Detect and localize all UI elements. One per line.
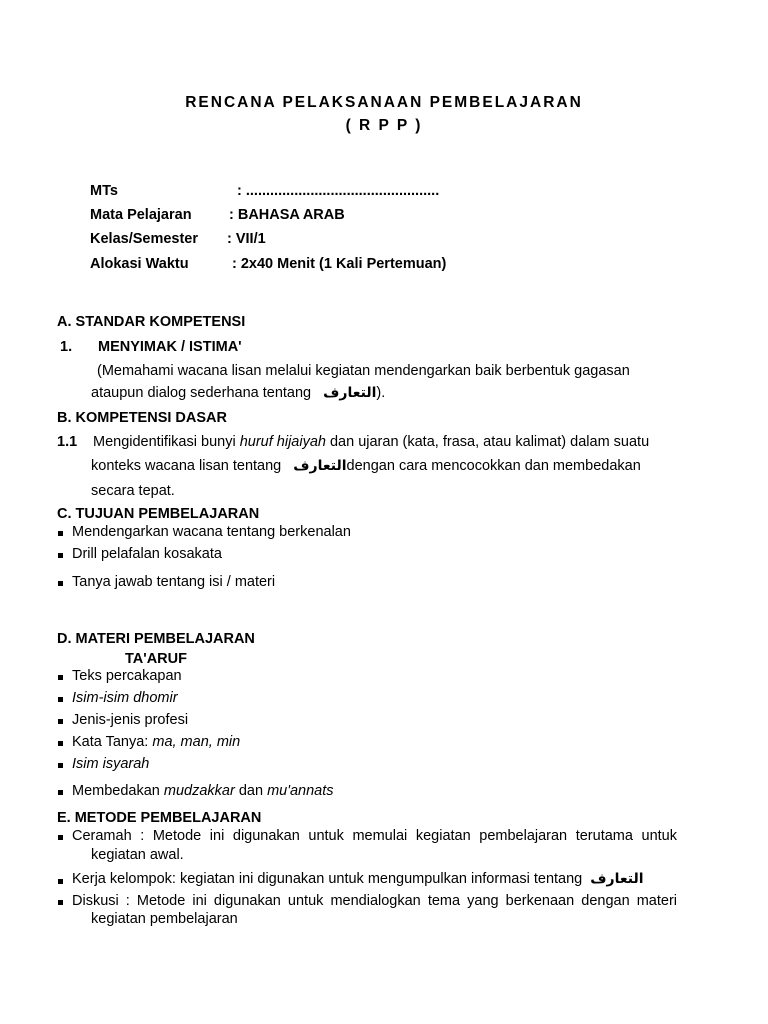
- section-a-item-title: MENYIMAK / ISTIMA': [98, 339, 242, 355]
- identity-value-class: : VII/1: [227, 231, 266, 247]
- section-d-item: Teks percakapan: [72, 668, 182, 684]
- section-d-item: Jenis-jenis profesi: [72, 712, 189, 728]
- identity-label-mts: MTs: [90, 183, 118, 199]
- section-c-item: Mendengarkan wacana tentang berkenalan: [72, 524, 351, 540]
- section-e-heading: E. METODE PEMBELAJARAN: [57, 810, 262, 826]
- section-c-heading: C. TUJUAN PEMBELAJARAN: [57, 506, 260, 522]
- bullet: [58, 900, 63, 905]
- bullet: [58, 581, 63, 586]
- section-a-desc-line2: ataupun dialog sederhana tentang التعارف).: [91, 385, 386, 401]
- section-e-item-ceramah-cont: kegiatan awal.: [91, 847, 184, 863]
- bullet: [58, 763, 63, 768]
- section-a-item-number: 1.: [60, 339, 73, 355]
- section-e-item-diskusi: Diskusi : Metode ini digunakan untuk mendialogkan tema yang berkenaan dengan materi: [72, 893, 677, 909]
- section-c-item: Drill pelafalan kosakata: [72, 546, 222, 562]
- bullet: [58, 790, 63, 795]
- arabic-term: التعارف: [590, 871, 644, 887]
- arabic-term: التعارف: [293, 458, 347, 474]
- bullet: [58, 879, 63, 884]
- identity-value-subject: : BAHASA ARAB: [229, 207, 345, 223]
- section-e-item-diskusi-cont: kegiatan pembelajaran: [91, 911, 238, 927]
- bullet: [58, 553, 63, 558]
- section-e-item-kerja-kelompok: Kerja kelompok: kegiatan ini digunakan untuk mengumpulkan informasi tentang التعارف: [72, 871, 644, 887]
- section-a-heading: A. STANDAR KOMPETENSI: [57, 314, 246, 330]
- section-e-item-ceramah: Ceramah : Metode ini digunakan untuk memulai kegiatan pembelajaran terutama untuk: [72, 828, 677, 844]
- bullet: [58, 531, 63, 536]
- identity-label-subject: Mata Pelajaran: [90, 207, 192, 223]
- section-a-desc-line1: (Memahami wacana lisan melalui kegiatan mendengarkan baik berbentuk gagasan: [97, 363, 630, 379]
- identity-value-mts: : ................................................: [237, 183, 440, 199]
- section-d-item: Membedakan mudzakkar dan mu'annats: [72, 783, 334, 799]
- section-b-number: 1.1: [57, 434, 78, 450]
- section-d-item: Kata Tanya: ma, man, min: [72, 734, 241, 750]
- section-d-subheading: TA'ARUF: [125, 651, 187, 667]
- identity-label-class: Kelas/Semester: [90, 231, 199, 247]
- document-title: RENCANA PELAKSANAAN PEMBELAJARAN: [185, 94, 583, 111]
- section-b-heading: B. KOMPETENSI DASAR: [57, 410, 227, 426]
- bullet: [58, 697, 63, 702]
- section-d-item: Isim isyarah: [72, 756, 150, 772]
- section-b-line3: secara tepat.: [91, 483, 175, 499]
- section-b-line1: Mengidentifikasi bunyi huruf hijaiyah dan ujaran (kata, frasa, atau kalimat) dalam suatu: [93, 434, 650, 450]
- section-d-heading: D. MATERI PEMBELAJARAN: [57, 631, 255, 647]
- section-c-item: Tanya jawab tentang isi / materi: [72, 574, 276, 590]
- section-d-item: Isim-isim dhomir: [72, 690, 178, 706]
- arabic-term: التعارف: [323, 385, 377, 401]
- identity-label-time: Alokasi Waktu: [90, 256, 189, 272]
- document-subtitle: ( R P P ): [345, 117, 423, 134]
- section-b-line2: konteks wacana lisan tentang التعارفdengan cara mencocokkan dan membedakan: [91, 458, 641, 474]
- bullet: [58, 835, 63, 840]
- bullet: [58, 675, 63, 680]
- identity-value-time: : 2x40 Menit (1 Kali Pertemuan): [232, 256, 447, 272]
- bullet: [58, 719, 63, 724]
- bullet: [58, 741, 63, 746]
